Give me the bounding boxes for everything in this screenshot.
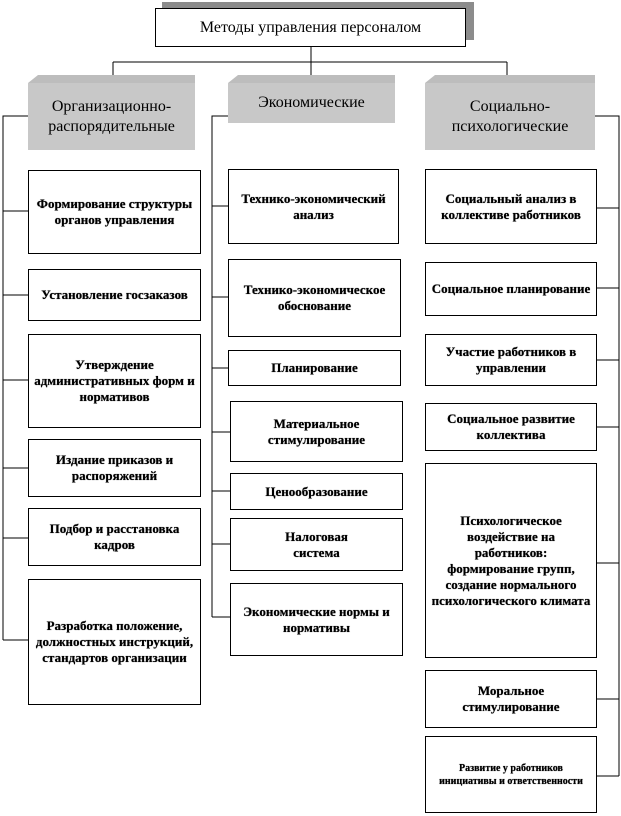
method-node: Технико-экономический анализ — [228, 169, 399, 244]
method-node: Развитие у работников инициативы и ответственности — [425, 736, 597, 813]
category-sociopsychological: Социально-психологические — [425, 83, 595, 150]
method-node: Планирование — [228, 350, 401, 386]
category-tab-economic — [228, 75, 395, 83]
method-node: Формирование структуры органов управления — [28, 170, 201, 254]
method-node: Социальный анализ в коллективе работников — [425, 169, 597, 244]
method-node: Издание приказов и распоряжений — [28, 439, 201, 497]
method-node: Утверждение административных форм и нормативов — [28, 334, 201, 428]
diagram-title: Методы управления персоналом — [155, 8, 466, 47]
method-node: Социальное планирование — [425, 262, 597, 316]
method-node: Участие работников в управлении — [425, 334, 597, 386]
category-organizational: Организационно-распорядительные — [28, 83, 195, 150]
method-node: Материальное стимулирование — [230, 401, 403, 462]
method-node: Психологическое воздействие на работников: формирование групп, создание нормального психологического климата — [425, 463, 597, 658]
category-economic: Экономические — [228, 83, 395, 123]
category-tab-organizational — [28, 75, 195, 83]
method-node: Социальное развитие коллектива — [425, 403, 597, 451]
method-node: Технико-экономическое обоснование — [228, 259, 401, 337]
method-node: Установление госзаказов — [28, 269, 201, 321]
method-node: Ценообразование — [230, 473, 403, 510]
method-node: Налоговая система — [230, 518, 403, 571]
method-node: Подбор и расстановка кадров — [28, 508, 201, 566]
category-tab-sociopsychological — [425, 75, 595, 83]
method-node: Разработка положение, должностных инструкций, стандартов организации — [28, 579, 201, 705]
method-node: Моральное стимулирование — [425, 670, 597, 728]
method-node: Экономические нормы и нормативы — [230, 583, 403, 656]
